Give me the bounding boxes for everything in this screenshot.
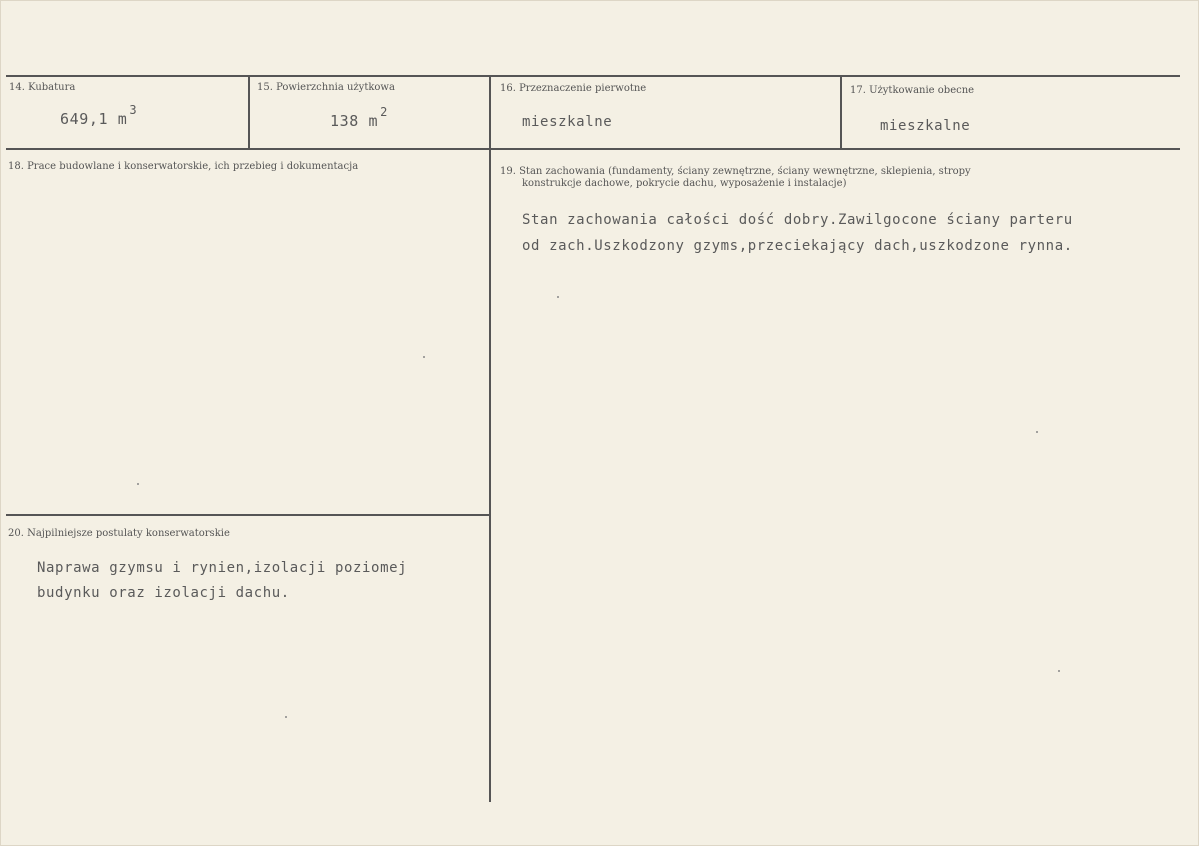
field-16-label: 16. Przeznaczenie pierwotne bbox=[500, 83, 647, 94]
field-16-value: mieszkalne bbox=[522, 114, 613, 130]
field-20-label: 20. Najpilniejsze postulaty konserwatorskie bbox=[8, 528, 230, 539]
paper-speck bbox=[423, 356, 425, 358]
field-14-value-text: 649,1 m bbox=[60, 110, 128, 128]
field-19-label-line2: konstrukcje dachowe, pokrycie dachu, wyposażenie i instalacje) bbox=[522, 178, 847, 189]
field-15-exponent: 2 bbox=[380, 105, 388, 119]
field-14-label: 14. Kubatura bbox=[9, 82, 76, 93]
paper-speck bbox=[137, 483, 139, 485]
divider-16-17 bbox=[840, 75, 842, 149]
field-19-text-line1: Stan zachowania całości dość dobry.Zawilgocone ściany parteru bbox=[522, 212, 1073, 228]
paper-speck bbox=[557, 296, 559, 298]
field-15-label: 15. Powierzchnia użytkowa bbox=[257, 82, 395, 93]
field-17-value: mieszkalne bbox=[880, 118, 971, 134]
paper-speck bbox=[285, 716, 287, 718]
paper-speck bbox=[1036, 431, 1038, 433]
divider-main bbox=[489, 75, 491, 802]
header-bottom-rule bbox=[6, 148, 1180, 150]
field-17-label: 17. Użytkowanie obecne bbox=[850, 85, 975, 96]
field-15-value bbox=[330, 105, 388, 130]
top-rule bbox=[6, 75, 1180, 77]
field-14-exponent: 3 bbox=[129, 103, 138, 117]
field-15-value-text: 138 m bbox=[330, 112, 379, 130]
divider-14-15 bbox=[248, 75, 250, 149]
field-19-text-line2: od zach.Uszkodzony gzyms,przeciekający dach,uszkodzone rynna. bbox=[522, 238, 1073, 254]
paper-speck bbox=[1058, 670, 1060, 672]
field-20-text-line1: Naprawa gzymsu i rynien,izolacji poziomej bbox=[37, 560, 408, 576]
field-19-label-line1: 19. Stan zachowania (fundamenty, ściany zewnętrzne, ściany wewnętrzne, sklepienia, stropy bbox=[500, 166, 971, 177]
field-18-label: 18. Prace budowlane i konserwatorskie, ich przebieg i dokumentacja bbox=[8, 161, 359, 172]
section-18-bottom-rule bbox=[6, 514, 490, 516]
field-20-text-line2: budynku oraz izolacji dachu. bbox=[37, 585, 290, 601]
field-14-value bbox=[60, 103, 138, 128]
